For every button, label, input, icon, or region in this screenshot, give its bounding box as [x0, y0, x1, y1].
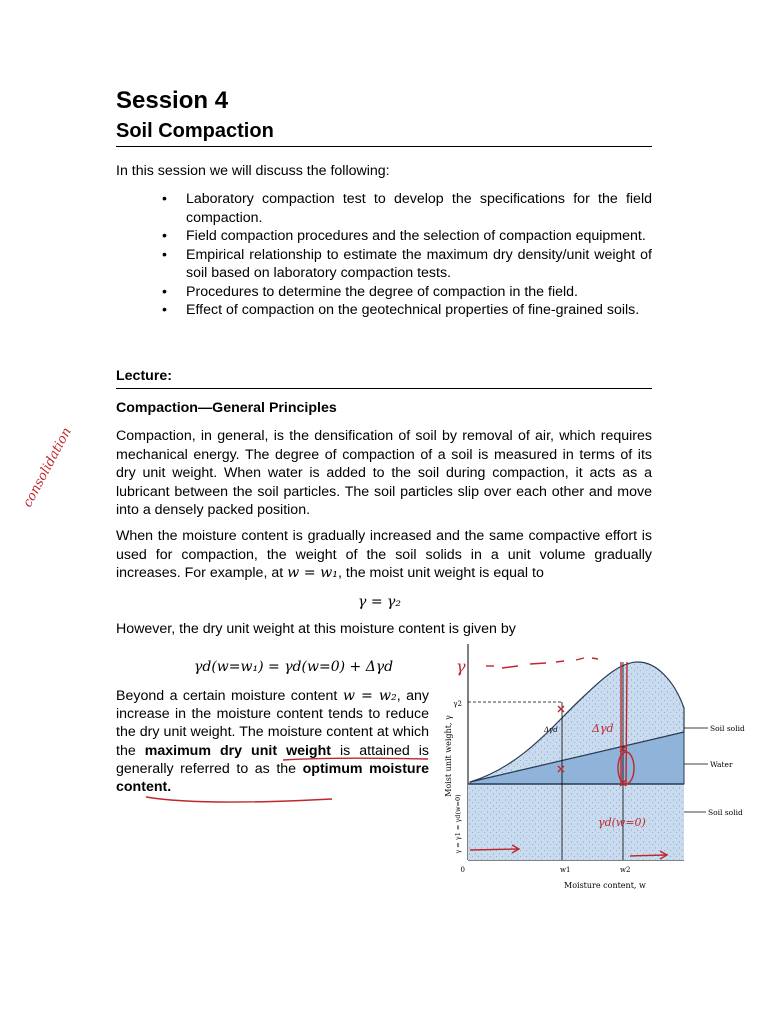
x-axis-label: Moisture content, w: [564, 881, 646, 890]
soil-solid-bottom-region: [468, 784, 684, 860]
y-tick-gamma2: γ2: [453, 700, 462, 708]
y-tick-bottom: γ = γ1 = γd(w=0): [454, 794, 462, 854]
list-item: • Field compaction procedures and the selection of compaction equipment.: [162, 228, 646, 244]
term-max-dry-unit-weight: maximum dry unit weight: [144, 742, 331, 759]
x-origin: 0: [460, 866, 465, 874]
section-heading: Compaction—General Principles: [116, 400, 337, 416]
list-item: • Laboratory compaction test to develop the specifications for the field compaction.: [162, 191, 652, 226]
inline-math: w = w₂: [342, 688, 397, 704]
paragraph-compaction-definition: Compaction, in general, is the densification of soil by removal of air, which requires mechanical energy. The degree of compaction of a soil is measured in terms of its dry unit weight. When water is added to the soil during compaction, it acts as a lubricant between the soil particles. The soil particles slip over each other and move into a densely packed position.: [116, 428, 652, 518]
bullet-icon: •: [162, 302, 167, 318]
bullet-icon: •: [162, 283, 167, 300]
equation-dry-unit-weight: γd(w=w₁) = γd(w=0) + Δγd: [194, 659, 394, 675]
handwritten-delta: Δγd: [592, 722, 614, 735]
compaction-figure: [432, 636, 768, 904]
handwritten-gamma-d0: γd(w=0): [598, 816, 646, 829]
legend-water: Water: [710, 760, 733, 769]
handwritten-gamma: γ: [456, 657, 466, 676]
inline-math: w = w₁: [287, 565, 338, 581]
lecture-heading: Lecture:: [116, 368, 172, 384]
page-title: Soil Compaction: [116, 120, 274, 142]
paragraph-dry-unit-weight: However, the dry unit weight at this moisture content is given by: [116, 621, 516, 637]
legend-soil-solid-bottom: Soil solid: [708, 808, 743, 817]
legend-soil-solid-top: Soil solid: [710, 724, 745, 733]
x-tick-w2: w2: [620, 866, 631, 874]
intro-text: In this session we will discuss the following:: [116, 163, 390, 179]
y-axis-label: Moist unit weight, γ: [444, 715, 453, 797]
bullet-icon: •: [162, 191, 167, 207]
term-optimum-moisture: optimum moisture content.: [116, 760, 430, 796]
list-item: • Empirical relationship to estimate the maximum dry density/unit weight of soil based on laboratory compaction tests.: [162, 246, 652, 281]
bullet-icon: •: [162, 228, 167, 244]
equation-moist-unit-weight: γ = γ₂: [358, 594, 401, 610]
session-heading: Session 4: [116, 87, 229, 114]
paragraph-optimum-moisture: Beyond a certain moisture content w = w₂, any increase in the moisture content tends to reduce the dry unit weight. The moisture content at which the maximum dry unit weight is attained is generally referred to as the optimum moisture content.: [116, 688, 430, 796]
list-item: • Effect of compaction on the geotechnical properties of fine-grained soils.: [162, 302, 640, 318]
paragraph-moisture-increase: When the moisture content is gradually increased and the same compactive effort is used for compaction, the weight of the soil solids in a unit volume gradually increases. For example, at w = w₁, the moist unit weight is equal to: [116, 528, 652, 581]
list-item: • Procedures to determine the degree of compaction in the field.: [162, 283, 578, 300]
underline-optimum: [146, 797, 332, 802]
bullet-icon: •: [162, 246, 167, 263]
delta-gamma-label: Δγd: [544, 726, 558, 734]
margin-note: consolidation: [20, 425, 75, 510]
x-tick-w1: w1: [560, 866, 571, 874]
underline-max-dry: [283, 758, 428, 760]
